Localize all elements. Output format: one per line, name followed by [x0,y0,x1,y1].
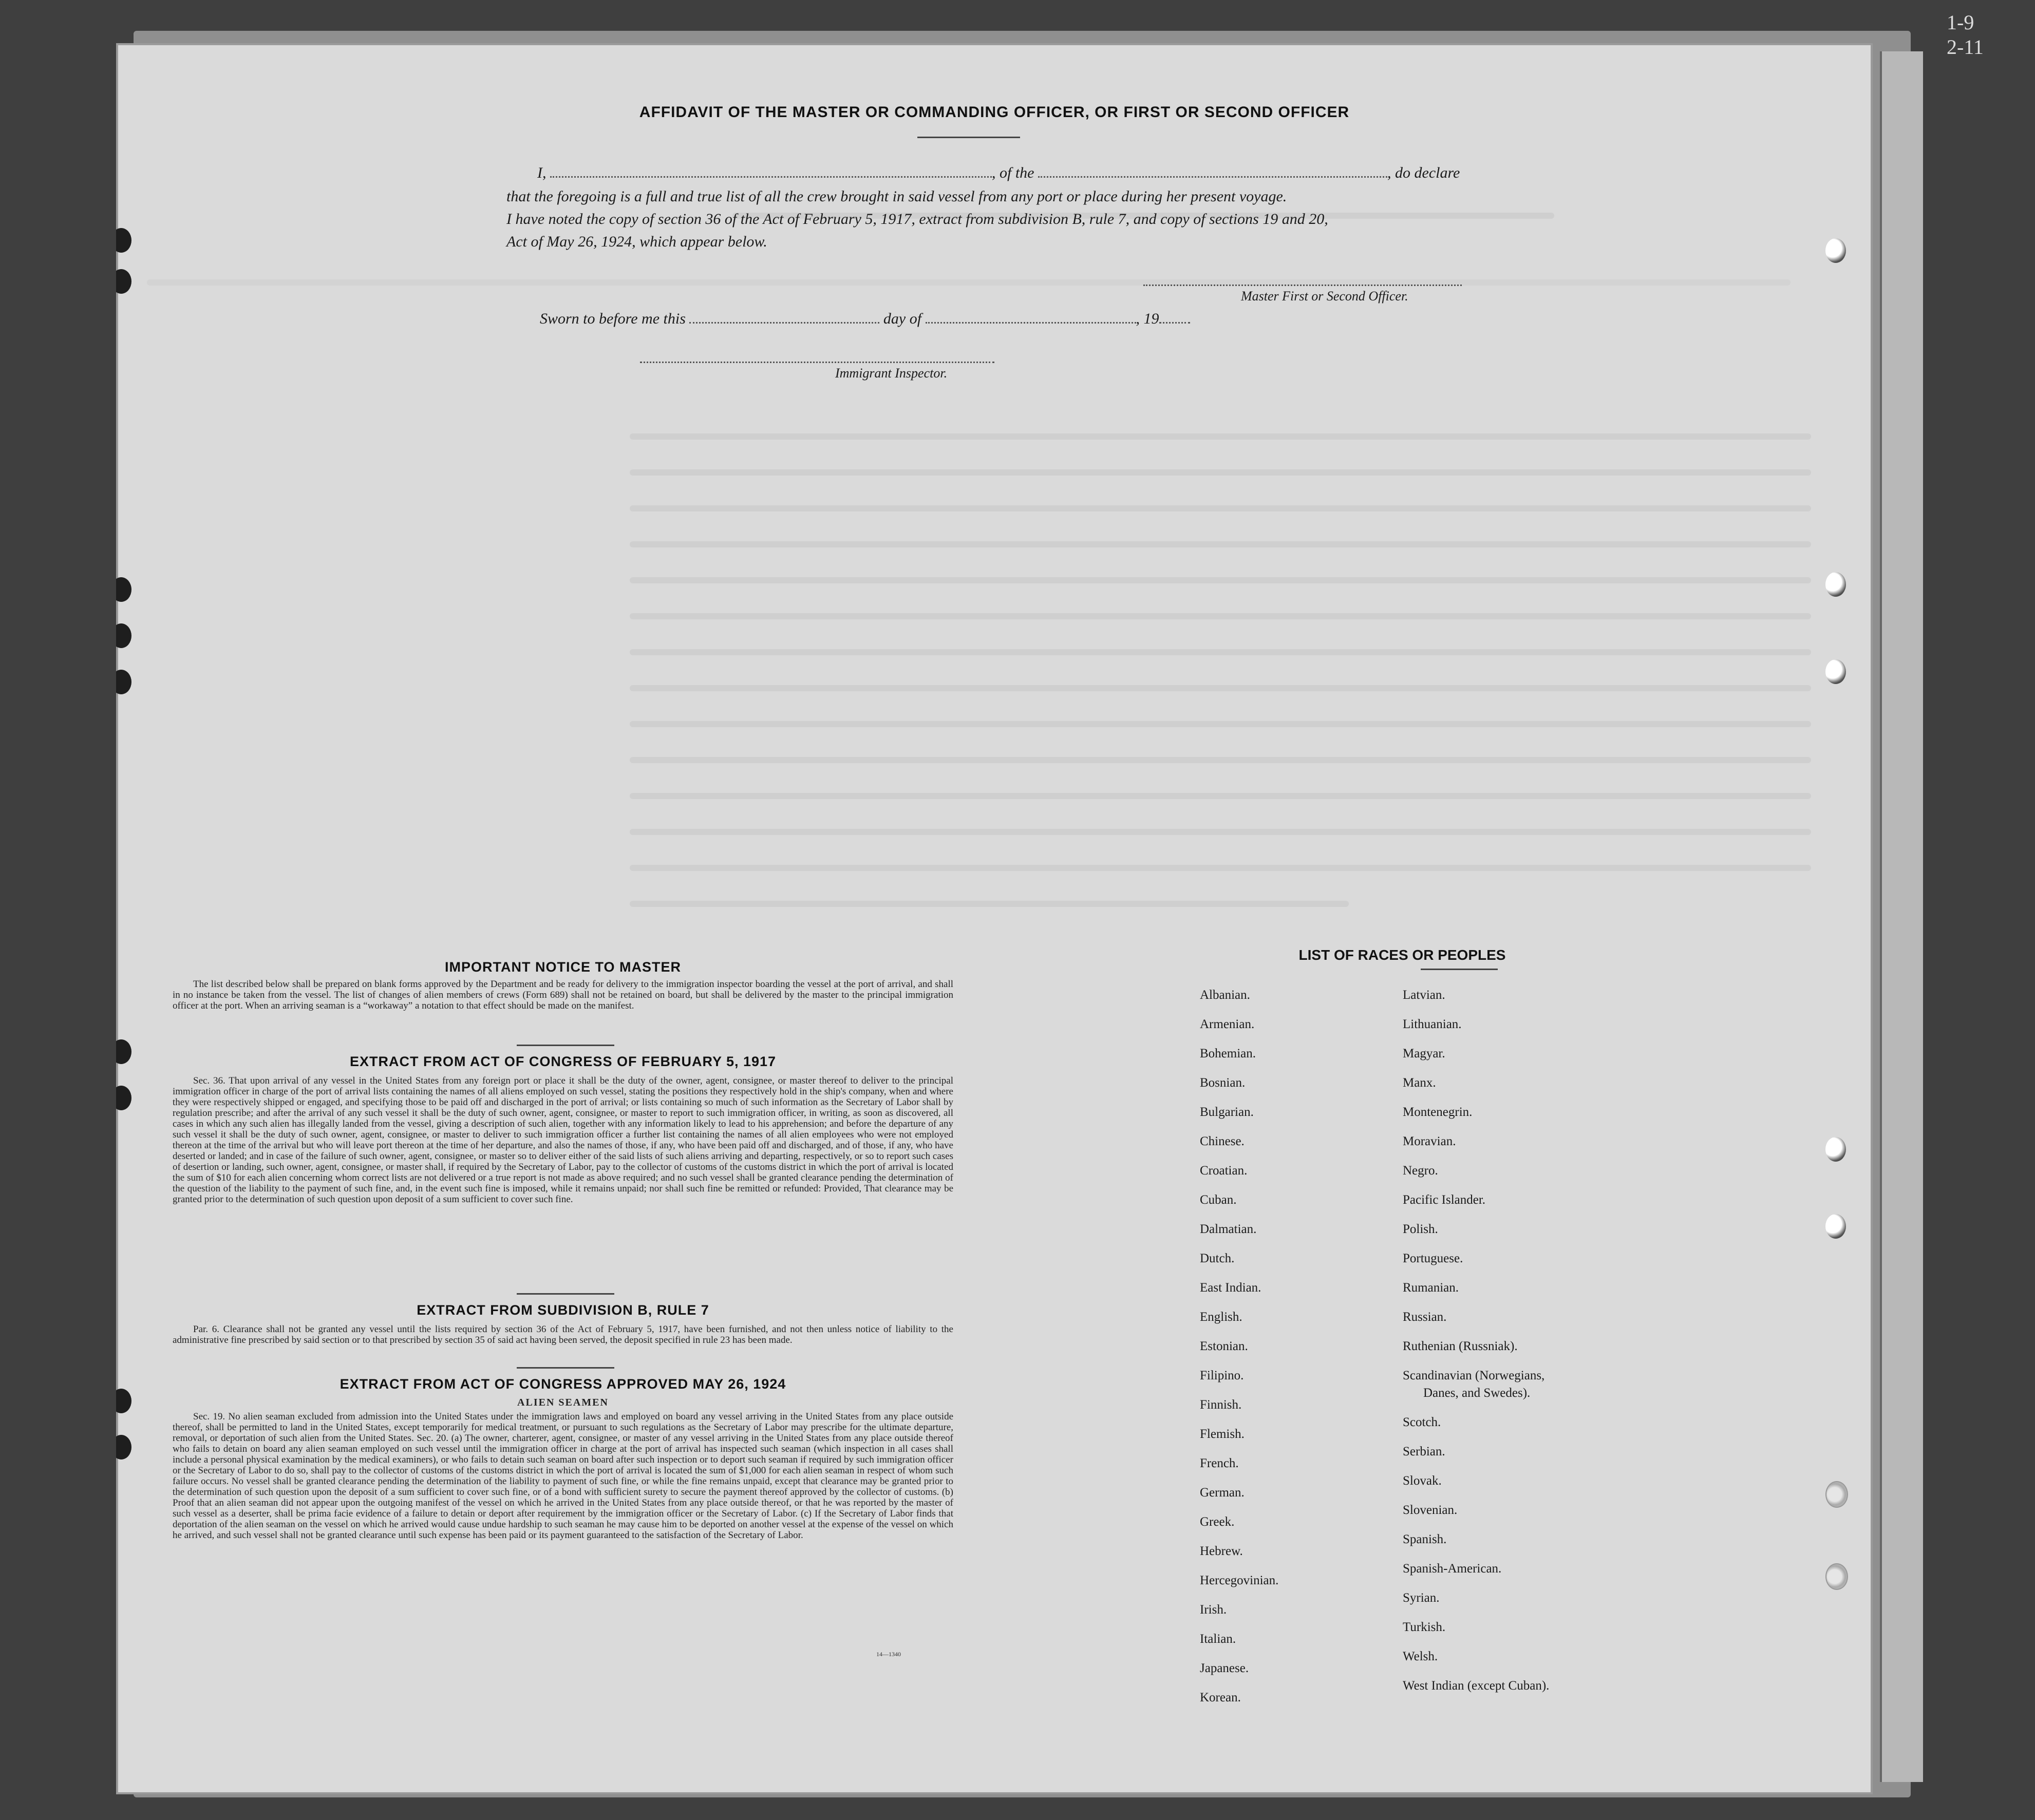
race-item: Cuban. [1200,1193,1237,1207]
race-item: French. [1200,1456,1239,1470]
extract-1924-text: Sec. 19. No alien seaman excluded from admission into the United States under the immigration laws and employed on board any vessel arriving in the United States from any place outside thereof, shall be permitted to land in the United States, except temporarily for medical treatment, or pursuant to such regulations as the Secretary of Labor may prescribe for the ultimate departure, removal, or deportation of such alien from the United States. Sec. 20. (a) The owner, charterer, agent, consignee, or master of any vessel arriving in the United States from any place outside thereof who fails to detain on board any alien seaman employed on such vessel until the immigration officer in charge at the port of arrival has inspected such seaman (which inspection in all cases shall include a personal physical examination by the medical examiners), or who fails to detain such seaman on board after such inspection or to deport such seaman if required by such immigration officer or the Secretary of Labor to do so, shall pay to the collector of customs of the customs district in which the port of arrival is located the sum of $1,000 for each alien seaman in respect of whom such failure occurs. No vessel shall be granted clearance pending the determination of the liability to payment of such fine, or while the fine remains unpaid, except that clearance may be granted prior to the determination of such question upon the deposit of a sum sufficient to cover such fine, or of a bond with sufficient surety to secure the payment thereof approved by the collector of customs. (b) Proof that an alien seaman did not appear upon the outgoing manifest of the vessel on which he arrived in the United States from any place outside thereof, or that he was reported by the master of such vessel as a deserter, shall be prima facie evidence of a failure to detain or deport after requirement by the immigration officer or the Secretary of Labor. (c) If the Secretary of Labor finds that deportation of the alien seaman on the vessel on which he arrived would cause undue hardship to such seaman he may cause him to be deported on another vessel at the expense of the vessel on which he arrived, and such vessel shall not be granted clearance until such expense has been paid or its payment guaranteed to the satisfaction of the Secretary of Labor. [173,1411,953,1541]
race-item: Dutch. [1200,1252,1235,1265]
race-item: Albanian. [1200,988,1250,1002]
ghost-text-row [630,469,1811,476]
alien-seamen-subtitle: ALIEN SEAMEN [517,1397,609,1408]
day-of-label: day of [883,310,922,327]
ghost-text-row [630,757,1811,763]
race-item: Finnish. [1200,1398,1242,1412]
races-title-rule [1421,969,1498,970]
affidavit-line-4: Act of May 26, 1924, which appear below. [506,233,767,250]
race-item: Negro. [1403,1164,1438,1178]
month-blank [926,322,1136,324]
master-signature-label: Master First or Second Officer. [1241,289,1408,304]
race-item: Polish. [1403,1222,1438,1236]
punch-hole [116,577,131,602]
race-item: German. [1200,1486,1245,1500]
punch-hole [116,269,131,294]
ghost-text-row [630,433,1811,440]
extract-1924-title: EXTRACT FROM ACT OF CONGRESS APPROVED MAY 26, 1924 [340,1376,786,1392]
race-item: Latvian. [1403,988,1445,1002]
race-item: Irish. [1200,1603,1227,1617]
punch-hole [116,228,131,253]
extract-rule7-text: Par. 6. Clearance shall not be granted any vessel until the lists required by section 36 of the Act of February 5, 1917, have been furnished, and not then unless notice of liability to the administrative fine prescribed by said section or to that prescribed by section 35 of said act having been served, the deposit specified in rule 23 has been made. [173,1324,953,1345]
section-rule [517,1045,614,1046]
race-item: Estonian. [1200,1339,1248,1353]
sworn-date-blank [689,322,879,324]
ghost-text-row [630,829,1811,835]
punch-hole [1825,659,1846,684]
manifest-page [116,43,1873,1794]
affidavit-title: AFFIDAVIT OF THE MASTER OR COMMANDING OFFICER, OR FIRST OR SECOND OFFICER [639,104,1350,121]
race-item: Danes, and Swedes). [1423,1386,1531,1400]
punch-hole [1825,1214,1846,1239]
race-item: Welsh. [1403,1650,1438,1663]
race-item: Dalmatian. [1200,1222,1257,1236]
notice-text: The list described below shall be prepared on blank forms approved by the Department and be ready for delivery to the immigration inspector boarding the vessel at the port of arrival, and shall in no instance be taken from the vessel. The list of changes of alien members of crews (Form 689) shall not be retained on board, but shall be delivered by the master to the principal immigration officer at the port. When an arriving seaman is a “workaway” a notation to that effect should be made on the manifest. [173,979,953,1011]
race-item: Spanish-American. [1403,1562,1502,1576]
ghost-text-row [630,685,1811,691]
section-rule [517,1293,614,1295]
ghost-text-row [630,721,1811,727]
punch-hole [1825,1563,1848,1590]
extract-1917-title: EXTRACT FROM ACT OF CONGRESS OF FEBRUARY 5, 1917 [349,1054,777,1069]
race-item: Rumanian. [1403,1281,1459,1295]
punch-hole [116,1039,131,1064]
race-item: Manx. [1403,1076,1436,1090]
race-item: Croatian. [1200,1164,1248,1178]
ghost-text-row [630,577,1811,583]
corner-handwritten-note [1947,10,1984,60]
race-item: Greek. [1200,1515,1235,1529]
corner-note-line-1: 1-9 [1947,11,1974,34]
ghost-text-row [630,865,1811,871]
section-rule [517,1367,614,1369]
race-item: Spanish. [1403,1532,1447,1546]
race-item: Magyar. [1403,1047,1445,1060]
vessel-blank [1038,176,1387,178]
race-item: Scotch. [1403,1415,1441,1429]
sworn-line [540,310,1190,328]
race-item: English. [1200,1310,1242,1324]
ghost-text-row [630,793,1811,799]
punch-hole [1825,238,1846,263]
affidavit-line-1 [537,164,1460,182]
ghost-text-row [630,505,1811,511]
affidavit-do-declare: , do declare [1387,164,1460,181]
page-edge-strip [1880,51,1923,1782]
corner-note-line-2: 2-11 [1947,35,1984,59]
race-item: Russian. [1403,1310,1447,1324]
ghost-text-row [630,541,1811,547]
punch-hole [116,1086,131,1110]
year-blank [1159,322,1190,324]
name-blank [550,176,992,178]
race-item: Bosnian. [1200,1076,1246,1090]
race-item: Pacific Islander. [1403,1193,1486,1207]
year-label: , 19 [1136,310,1159,327]
race-item: Filipino. [1200,1369,1244,1382]
inspector-signature-line [640,362,994,363]
punch-hole [116,1389,131,1413]
race-item: Portuguese. [1403,1252,1463,1265]
punch-hole [116,1435,131,1459]
inspector-signature-label: Immigrant Inspector. [835,366,948,381]
race-item: Syrian. [1403,1591,1440,1605]
ghost-text-row [630,649,1811,655]
title-rule [917,137,1020,138]
punch-hole [1825,1481,1848,1508]
race-item: Scandinavian (Norwegians, [1403,1369,1545,1382]
race-item: Hercegovinian. [1200,1573,1279,1587]
race-item: Ruthenian (Russniak). [1403,1339,1518,1353]
race-item: Slovenian. [1403,1503,1458,1517]
race-item: Montenegrin. [1403,1105,1473,1119]
punch-hole [1825,1137,1846,1162]
affidavit-line-3: I have noted the copy of section 36 of the Act of February 5, 1917, extract from subdivision B, rule 7, and copy of sections 19 and 20, [506,211,1328,228]
races-title: LIST OF RACES OR PEOPLES [1298,947,1506,963]
race-item: Hebrew. [1200,1544,1243,1558]
master-signature-line [1143,285,1462,286]
affidavit-i: I, [537,164,547,181]
race-item: Korean. [1200,1691,1241,1704]
sworn-label: Sworn to before me this [540,310,686,327]
punch-hole [116,670,131,694]
race-item: East Indian. [1200,1281,1261,1295]
race-item: Lithuanian. [1403,1017,1462,1031]
race-item: Serbian. [1403,1445,1445,1458]
race-item: Flemish. [1200,1427,1245,1441]
affidavit-of-the: , of the [992,164,1034,181]
race-item: Chinese. [1200,1134,1245,1148]
race-item: Bohemian. [1200,1047,1256,1060]
notice-title: IMPORTANT NOTICE TO MASTER [445,959,681,975]
race-item: West Indian (except Cuban). [1403,1679,1550,1693]
form-number: 14—1340 [876,1651,901,1658]
punch-hole [116,623,131,648]
ghost-text-row [147,279,1791,286]
affidavit-line-2: that the foregoing is a full and true list of all the crew brought in said vessel from any port or place during her present voyage. [506,188,1287,205]
ghost-text-row [630,901,1349,907]
ghost-text-row [630,613,1811,619]
race-item: Italian. [1200,1632,1236,1646]
race-item: Armenian. [1200,1017,1255,1031]
race-item: Japanese. [1200,1661,1249,1675]
extract-rule7-title: EXTRACT FROM SUBDIVISION B, RULE 7 [417,1302,709,1318]
race-item: Moravian. [1403,1134,1456,1148]
punch-hole [1825,572,1846,597]
race-item: Slovak. [1403,1474,1442,1488]
race-item: Bulgarian. [1200,1105,1254,1119]
race-item: Turkish. [1403,1620,1446,1634]
extract-1917-text: Sec. 36. That upon arrival of any vessel in the United States from any foreign port or place it shall be the duty of the owner, agent, consignee, or master thereof to deliver to the principal immigration officer in charge of the port of arrival lists containing the names of all aliens employed on such vessel, stating the positions they respectively hold in the ship's company, when and where they were respectively shipped or engaged, and specifying those to be paid off and discharged in the port of arrival; or lists containing so much of such information as the Secretary of Labor shall by regulation prescribe; and after the arrival of any such vessel it shall be the duty of such owner, agent, consignee, or master to report to such immigration officer, in writing, as soon as discovered, all cases in which any such alien has illegally landed from the vessel, giving a description of such alien, together with any information likely to lead to his apprehension; and before the departure of any such vessel it shall be the duty of such owner, agent, consignee, or master to deliver to such immigration officer a further list containing the names of all alien employees who were not employed thereon at the time of the arrival but who will leave port thereon at the time of her departure, and also the names of those, if any, who have been paid off and discharged, and of those, if any, who have deserted or landed; and in case of the failure of such owner, agent, consignee, or master so to deliver either of the said lists of such aliens arriving and departing, respectively, or so to report such cases of desertion or landing, such owner, agent, consignee, or master shall, if required by the Secretary of Labor, pay to the collector of customs of the customs district in which the port of arrival is located the sum of $10 for each alien concerning whom correct lists are not delivered or a true report is not made as above required; and no such vessel shall be granted clearance pending the determination of the question of the liability to the payment of such fine, and, in the event such fine is imposed, while it remains unpaid; nor shall such fine be remitted or refunded: Provided, That clearance may be granted prior to the determination of such question upon deposit of a sum sufficient to cover such fine. [173,1075,953,1205]
